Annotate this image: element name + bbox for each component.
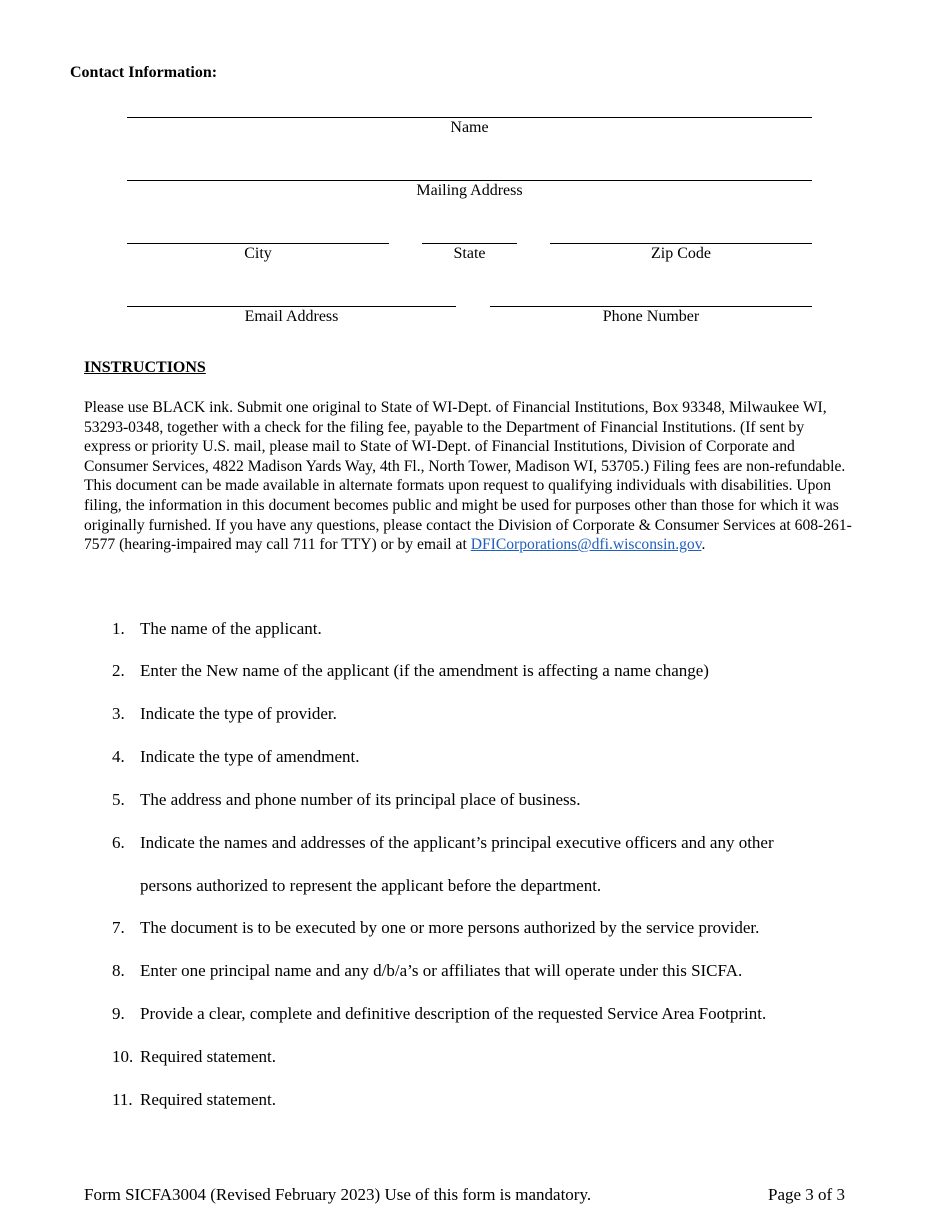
item-text: Enter one principal name and any d/b/a’s or affiliates that will operate under this SICFA.: [140, 961, 743, 980]
item-text: Indicate the type of provider.: [140, 704, 337, 723]
mailing-address-label: Mailing Address: [416, 182, 523, 199]
name-field-line[interactable]: [127, 117, 812, 118]
item-text: The address and phone number of its principal place of business.: [140, 790, 581, 809]
zip-field-line[interactable]: [550, 243, 812, 244]
item-number: 7.: [112, 918, 125, 937]
item-number: 10.: [112, 1047, 134, 1066]
item-number: 2.: [112, 661, 125, 680]
email-label: Email Address: [244, 308, 339, 325]
item-number: 4.: [112, 747, 125, 766]
city-field-line[interactable]: [127, 243, 389, 244]
item-number: 11.: [112, 1090, 133, 1109]
item-text: The document is to be executed by one or more persons authorized by the service provider.: [140, 918, 760, 937]
item-text: Enter the New name of the applicant (if the amendment is affecting a name change): [140, 661, 709, 680]
item-number: 8.: [112, 961, 125, 980]
instructions-text: Please use BLACK ink. Submit one original to State of WI-Dept. of Financial Institutions, Box 93348, Milwaukee WI, 53293-0348, together with a check for the filing fee, payable to the Department of Financial Institutions. (If sent by express or priority U.S. mail, please mail to State of WI-Dept. of Financial Institutions, Division of Corporate and Consumer Services, 4822 Madison Yards Way, 4th Fl., North Tower, Madison WI, 53705.) Filing fees are non-refundable. This document can be made available in alternate formats upon request to qualifying individuals with disabilities. Upon filing, the information in this document becomes public and might be used for purposes other than those for which it was originally furnished. If you have any questions, please contact the Division of Corporate & Consumer Services at 608-261-7577 (hearing-impaired may call 711 for TTY) or by email at: [84, 399, 852, 554]
item-number: 5.: [112, 790, 125, 809]
zip-label: Zip Code: [651, 245, 711, 262]
paragraph-period: .: [701, 536, 706, 554]
item-text: The name of the applicant.: [140, 619, 322, 638]
mailing-address-field-line[interactable]: [127, 180, 812, 181]
contact-info-heading: Contact Information:: [70, 64, 218, 81]
item-text: Indicate the type of amendment.: [140, 747, 360, 766]
instructions-title: INSTRUCTIONS: [84, 359, 206, 376]
item-text: Required statement.: [140, 1090, 276, 1109]
city-label: City: [244, 245, 272, 262]
footer-form-note: Form SICFA3004 (Revised February 2023) Use of this form is mandatory.: [84, 1185, 592, 1204]
instructions-paragraph: [84, 398, 854, 555]
item-text: Required statement.: [140, 1047, 276, 1066]
item-number: 9.: [112, 1004, 125, 1023]
item-number: 3.: [112, 704, 125, 723]
state-field-line[interactable]: [422, 243, 517, 244]
footer-page-number: Page 3 of 3: [768, 1185, 845, 1204]
item-text: Provide a clear, complete and definitive description of the requested Service Area Footprint.: [140, 1004, 767, 1023]
phone-field-line[interactable]: [490, 306, 812, 307]
item-text: Indicate the names and addresses of the applicant’s principal executive officers and any other: [140, 833, 774, 852]
email-field-line[interactable]: [127, 306, 456, 307]
email-link[interactable]: DFICorporations@dfi.wisconsin.gov: [470, 536, 702, 554]
item-number: 1.: [112, 619, 125, 638]
item-text-continued: persons authorized to represent the applicant before the department.: [140, 876, 602, 895]
phone-label: Phone Number: [602, 308, 700, 325]
name-label: Name: [450, 119, 489, 136]
state-label: State: [453, 245, 486, 262]
item-number: 6.: [112, 833, 125, 852]
